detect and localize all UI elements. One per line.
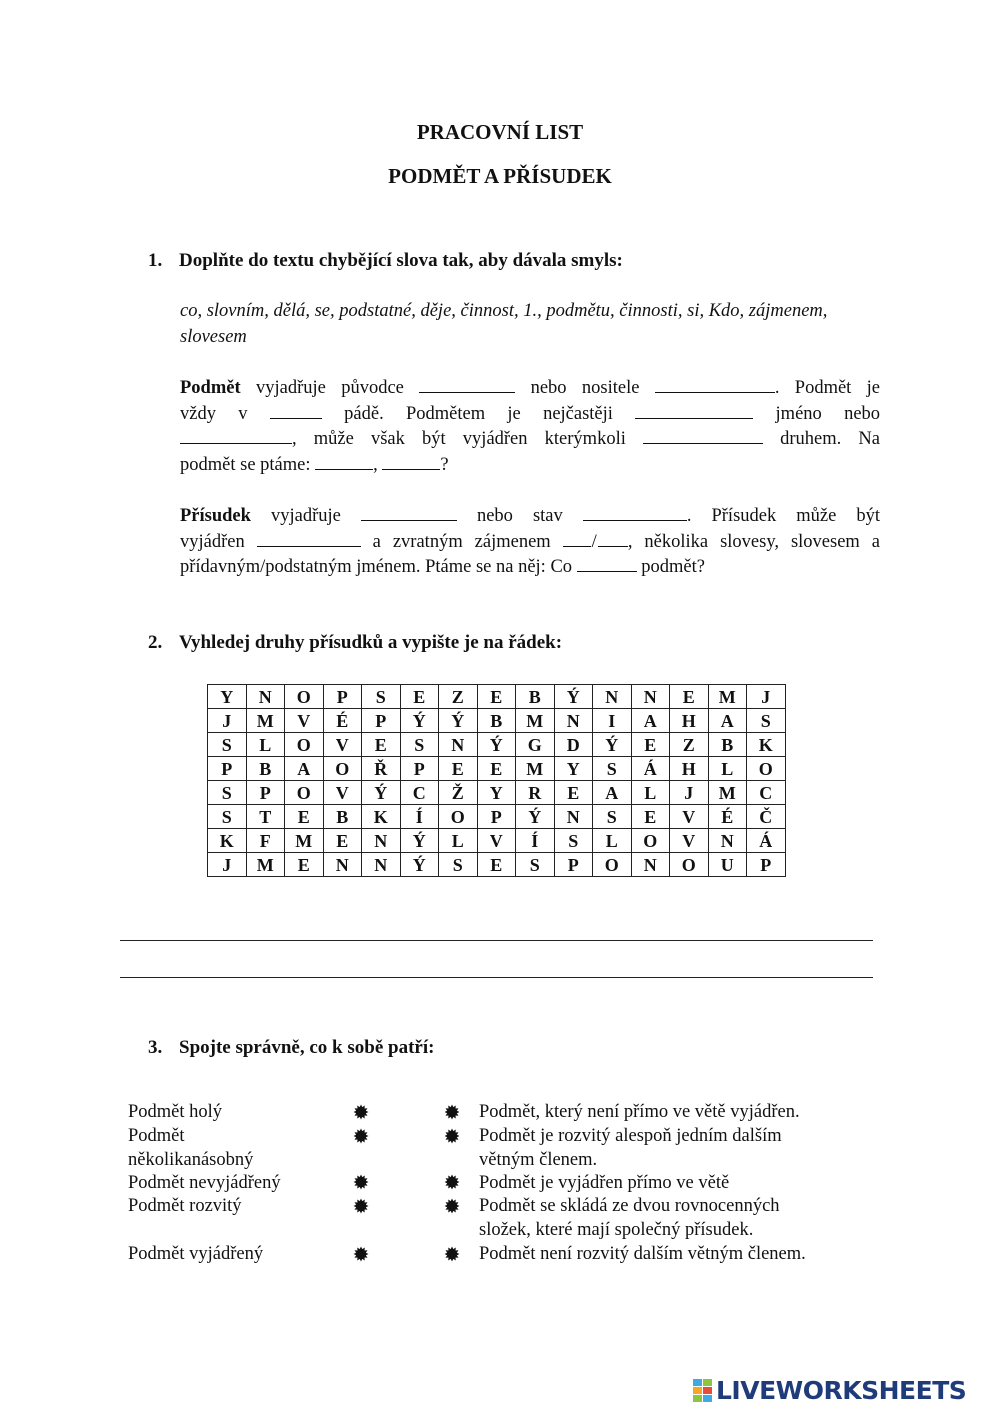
match-right-5 — [479, 1242, 879, 1266]
grid-cell[interactable]: S — [554, 829, 593, 853]
text-segment: druhem. Na — [780, 429, 880, 449]
match-right-2 — [479, 1124, 879, 1172]
grid-cell[interactable]: N — [554, 709, 593, 733]
grid-cell[interactable]: H — [670, 709, 709, 733]
grid-cell[interactable]: P — [747, 853, 786, 877]
grid-cell[interactable]: É — [323, 709, 362, 733]
match-right-text: Podmět je vyjádřen přímo ve větě — [479, 1173, 730, 1193]
grid-cell[interactable]: V — [323, 733, 362, 757]
grid-cell[interactable]: I — [593, 709, 632, 733]
term-podmet: Podmět — [180, 378, 241, 398]
grid-cell[interactable]: V — [285, 709, 324, 733]
text-segment: , může však být vyjádřen kterýmkoli — [292, 429, 626, 449]
match-dot-right-5[interactable] — [444, 1246, 460, 1262]
text-segment: . Přísudek může být — [686, 506, 881, 526]
paragraph-prisudek — [180, 504, 880, 581]
grid-cell[interactable]: M — [246, 709, 285, 733]
match-dot-left-5[interactable] — [353, 1246, 369, 1262]
match-left-5 — [128, 1242, 328, 1266]
text-segment: . Podmět je — [774, 378, 881, 398]
term-prisudek: Přísudek — [180, 506, 251, 526]
exercise-1-heading — [148, 250, 623, 272]
grid-row — [208, 685, 786, 709]
match-left-text: Podmět — [128, 1126, 185, 1146]
grid-row — [208, 829, 786, 853]
grid-cell[interactable]: E — [285, 805, 324, 829]
grid-cell[interactable]: Á — [747, 829, 786, 853]
grid-cell[interactable]: O — [439, 805, 478, 829]
text-segment: vyjadřuje původce — [255, 378, 404, 398]
exercise-3-number: 3. — [148, 1037, 163, 1058]
grid-cell[interactable]: O — [285, 685, 324, 709]
text-segment: pádě. Podmětem je nejčastěji — [344, 403, 613, 424]
grid-cell[interactable]: Y — [477, 781, 516, 805]
grid-cell[interactable]: P — [208, 757, 247, 781]
worksheet-title: PRACOVNÍ LIST — [416, 120, 584, 144]
match-right-text: Podmět se skládá ze dvou rovnocenných — [479, 1196, 780, 1216]
match-left-text: Podmět nevyjádřený — [128, 1173, 281, 1193]
blank-9[interactable] — [361, 504, 457, 521]
grid-cell[interactable]: S — [516, 853, 555, 877]
grid-row — [208, 853, 786, 877]
grid-cell[interactable]: K — [362, 805, 401, 829]
match-dot-right-4[interactable] — [444, 1198, 460, 1214]
grid-cell[interactable]: M — [516, 709, 555, 733]
grid-cell[interactable]: E — [477, 685, 516, 709]
grid-cell[interactable]: J — [208, 853, 247, 877]
grid-cell[interactable]: E — [323, 829, 362, 853]
match-right-3 — [479, 1171, 879, 1195]
answer-line-2[interactable] — [120, 977, 873, 978]
grid-cell[interactable]: N — [631, 853, 670, 877]
grid-cell[interactable]: K — [208, 829, 247, 853]
grid-cell[interactable]: E — [285, 853, 324, 877]
match-dot-left-2[interactable] — [353, 1128, 369, 1144]
grid-cell[interactable]: U — [708, 853, 747, 877]
match-right-4 — [479, 1194, 879, 1242]
grid-cell[interactable]: Ý — [554, 685, 593, 709]
grid-cell[interactable]: Ý — [593, 733, 632, 757]
text-segment: nebo stav — [476, 506, 563, 526]
grid-cell[interactable]: N — [554, 805, 593, 829]
liveworksheets-logo-icon — [692, 1376, 714, 1406]
match-left-text: Podmět holý — [128, 1102, 223, 1122]
grid-cell[interactable]: S — [208, 733, 247, 757]
grid-cell[interactable]: M — [285, 829, 324, 853]
grid-cell[interactable]: P — [246, 781, 285, 805]
blank-5[interactable] — [180, 427, 292, 444]
grid-cell[interactable]: Í — [400, 805, 439, 829]
grid-cell[interactable]: L — [631, 781, 670, 805]
grid-cell[interactable]: P — [362, 709, 401, 733]
grid-cell[interactable]: B — [516, 685, 555, 709]
grid-cell[interactable]: C — [747, 781, 786, 805]
text-segment: nebo nositele — [530, 378, 640, 398]
blank-14[interactable] — [577, 555, 637, 572]
exercise-3-instruction: Spojte správně, co k sobě patří: — [179, 1037, 435, 1058]
grid-cell[interactable]: A — [593, 781, 632, 805]
blank-11[interactable] — [257, 530, 361, 547]
worksheet-subtitle: PODMĚT A PŘÍSUDEK — [388, 164, 612, 188]
grid-cell[interactable]: L — [708, 757, 747, 781]
grid-cell[interactable]: S — [439, 853, 478, 877]
match-left-4 — [128, 1194, 328, 1218]
grid-cell[interactable]: B — [708, 733, 747, 757]
grid-row — [208, 709, 786, 733]
text-segment: vyjadřuje — [270, 506, 341, 526]
exercise-2-number: 2. — [148, 632, 163, 653]
grid-cell[interactable]: D — [554, 733, 593, 757]
logo-text: LIVEWORKSHEETS — [716, 1376, 967, 1405]
grid-cell[interactable]: E — [670, 685, 709, 709]
grid-cell[interactable]: G — [516, 733, 555, 757]
text-segment: jméno nebo — [775, 403, 881, 424]
grid-cell[interactable]: Č — [747, 805, 786, 829]
blank-6[interactable] — [643, 427, 763, 444]
blank-2[interactable] — [655, 376, 775, 393]
grid-cell[interactable]: Ý — [477, 733, 516, 757]
grid-cell[interactable]: Ý — [362, 781, 401, 805]
grid-cell[interactable]: E — [400, 685, 439, 709]
match-right-text: Podmět je rozvitý alespoň jedním dalším — [479, 1126, 782, 1146]
grid-cell[interactable]: S — [400, 733, 439, 757]
grid-cell[interactable]: N — [708, 829, 747, 853]
text-segment: vždy v — [180, 403, 248, 424]
grid-cell[interactable]: Ý — [439, 709, 478, 733]
exercise-2-heading — [148, 632, 562, 654]
blank-8[interactable] — [382, 453, 440, 470]
grid-cell[interactable]: S — [593, 757, 632, 781]
grid-cell[interactable]: S — [747, 709, 786, 733]
match-dot-left-4[interactable] — [353, 1198, 369, 1214]
blank-13[interactable] — [598, 530, 628, 547]
match-dot-left-3[interactable] — [353, 1174, 369, 1190]
grid-row — [208, 781, 786, 805]
grid-cell[interactable]: Ý — [516, 805, 555, 829]
grid-cell[interactable]: O — [285, 781, 324, 805]
grid-cell[interactable]: Ý — [400, 709, 439, 733]
grid-cell[interactable]: B — [477, 709, 516, 733]
grid-cell[interactable]: J — [670, 781, 709, 805]
word-bank-line-2: slovesem — [180, 326, 247, 347]
grid-cell[interactable]: V — [323, 781, 362, 805]
match-dot-right-3[interactable] — [444, 1174, 460, 1190]
blank-3[interactable] — [270, 402, 322, 419]
grid-cell[interactable]: N — [439, 733, 478, 757]
text-segment: a zvratným zájmenem — [372, 531, 551, 552]
match-left-3 — [128, 1171, 328, 1195]
grid-cell[interactable]: S — [208, 805, 247, 829]
grid-cell[interactable]: E — [631, 733, 670, 757]
grid-cell[interactable]: Á — [631, 757, 670, 781]
grid-cell[interactable]: P — [477, 805, 516, 829]
word-search-grid[interactable] — [207, 684, 786, 877]
exercise-3-heading — [148, 1037, 434, 1059]
blank-7[interactable] — [315, 453, 373, 470]
grid-cell[interactable]: N — [246, 685, 285, 709]
grid-cell[interactable]: E — [477, 757, 516, 781]
grid-cell[interactable]: Z — [670, 733, 709, 757]
blank-12[interactable] — [563, 530, 591, 547]
grid-cell[interactable]: V — [670, 805, 709, 829]
exercise-2-instruction: Vyhledej druhy přísudků a vypište je na řádek: — [179, 632, 563, 653]
text-segment: podmět? — [641, 557, 705, 577]
text-segment: , — [373, 454, 378, 475]
grid-cell[interactable]: N — [362, 853, 401, 877]
grid-cell[interactable]: M — [516, 757, 555, 781]
match-dot-left-1[interactable] — [353, 1104, 369, 1120]
text-segment: přídavným/podstatným jménem. Ptáme se na něj: Co — [180, 557, 573, 577]
exercise-1-instruction: Doplňte do textu chybějící slova tak, aby dávala smyls: — [179, 250, 623, 271]
word-bank — [180, 299, 880, 350]
grid-cell[interactable]: M — [708, 685, 747, 709]
grid-cell[interactable]: B — [323, 805, 362, 829]
word-bank-line-1: co, slovním, dělá, se, podstatné, děje, činnost, 1., podmětu, činnosti, si, Kdo, zájmenem, — [180, 301, 828, 321]
grid-cell[interactable]: K — [747, 733, 786, 757]
text-segment: , několika slovesy, slovesem a — [627, 531, 880, 552]
grid-cell[interactable]: É — [708, 805, 747, 829]
grid-cell[interactable]: P — [554, 853, 593, 877]
match-left-text: několikanásobný — [128, 1150, 254, 1170]
match-dot-right-2[interactable] — [444, 1128, 460, 1144]
grid-cell[interactable]: Í — [516, 829, 555, 853]
grid-cell[interactable]: A — [631, 709, 670, 733]
grid-cell[interactable]: P — [400, 757, 439, 781]
grid-cell[interactable]: Ř — [362, 757, 401, 781]
grid-cell[interactable]: Z — [439, 685, 478, 709]
grid-cell[interactable]: V — [477, 829, 516, 853]
grid-cell[interactable]: P — [323, 685, 362, 709]
grid-cell[interactable]: Y — [554, 757, 593, 781]
match-right-text: složek, které mají společný přísudek. — [479, 1220, 754, 1240]
grid-cell[interactable]: F — [246, 829, 285, 853]
grid-cell[interactable]: J — [747, 685, 786, 709]
text-segment: vyjádřen — [180, 531, 245, 552]
exercise-1-number: 1. — [148, 250, 163, 271]
paragraph-podmet — [180, 376, 880, 478]
match-left-text: Podmět vyjádřený — [128, 1244, 264, 1264]
grid-cell[interactable]: E — [554, 781, 593, 805]
grid-cell[interactable]: R — [516, 781, 555, 805]
grid-cell[interactable]: N — [593, 685, 632, 709]
grid-cell[interactable]: E — [631, 805, 670, 829]
grid-cell[interactable]: E — [439, 757, 478, 781]
match-right-text: Podmět není rozvitý dalším větným členem. — [479, 1244, 806, 1264]
grid-cell[interactable]: B — [246, 757, 285, 781]
grid-cell[interactable]: N — [631, 685, 670, 709]
grid-cell[interactable]: A — [708, 709, 747, 733]
grid-cell[interactable]: M — [246, 853, 285, 877]
grid-cell[interactable]: H — [670, 757, 709, 781]
grid-cell[interactable]: Ý — [400, 829, 439, 853]
grid-cell[interactable]: L — [593, 829, 632, 853]
blank-10[interactable] — [583, 504, 687, 521]
grid-row — [208, 805, 786, 829]
grid-cell[interactable]: E — [362, 733, 401, 757]
grid-cell[interactable]: O — [593, 853, 632, 877]
text-segment: ? — [440, 454, 449, 475]
match-left-2 — [128, 1124, 328, 1172]
grid-cell[interactable]: A — [285, 757, 324, 781]
grid-row — [208, 757, 786, 781]
grid-cell[interactable]: L — [246, 733, 285, 757]
match-right-1 — [479, 1100, 879, 1124]
grid-cell[interactable]: C — [400, 781, 439, 805]
grid-row — [208, 733, 786, 757]
match-left-1 — [128, 1100, 328, 1124]
text-segment: podmět se ptáme: — [180, 454, 311, 475]
match-right-text: větným členem. — [479, 1150, 598, 1170]
grid-cell[interactable]: V — [670, 829, 709, 853]
grid-cell[interactable]: L — [439, 829, 478, 853]
grid-cell[interactable]: N — [323, 853, 362, 877]
grid-cell[interactable]: S — [593, 805, 632, 829]
grid-cell[interactable]: Y — [208, 685, 247, 709]
blank-4[interactable] — [635, 402, 753, 419]
blank-1[interactable] — [419, 376, 515, 393]
grid-cell[interactable]: O — [631, 829, 670, 853]
grid-cell[interactable]: T — [246, 805, 285, 829]
grid-cell[interactable]: O — [670, 853, 709, 877]
grid-cell[interactable]: O — [747, 757, 786, 781]
grid-cell[interactable]: S — [362, 685, 401, 709]
match-dot-right-1[interactable] — [444, 1104, 460, 1120]
text-segment: / — [591, 531, 597, 552]
grid-cell[interactable]: O — [285, 733, 324, 757]
grid-cell[interactable]: M — [708, 781, 747, 805]
grid-cell[interactable]: O — [323, 757, 362, 781]
grid-cell[interactable]: S — [208, 781, 247, 805]
answer-line-1[interactable] — [120, 940, 873, 941]
match-left-text: Podmět rozvitý — [128, 1196, 242, 1216]
grid-cell[interactable]: J — [208, 709, 247, 733]
grid-cell[interactable]: N — [362, 829, 401, 853]
grid-cell[interactable]: Ý — [400, 853, 439, 877]
grid-cell[interactable]: Ž — [439, 781, 478, 805]
grid-cell[interactable]: E — [477, 853, 516, 877]
liveworksheets-logo — [692, 1376, 967, 1406]
match-right-text: Podmět, který není přímo ve větě vyjádřen. — [479, 1102, 800, 1122]
